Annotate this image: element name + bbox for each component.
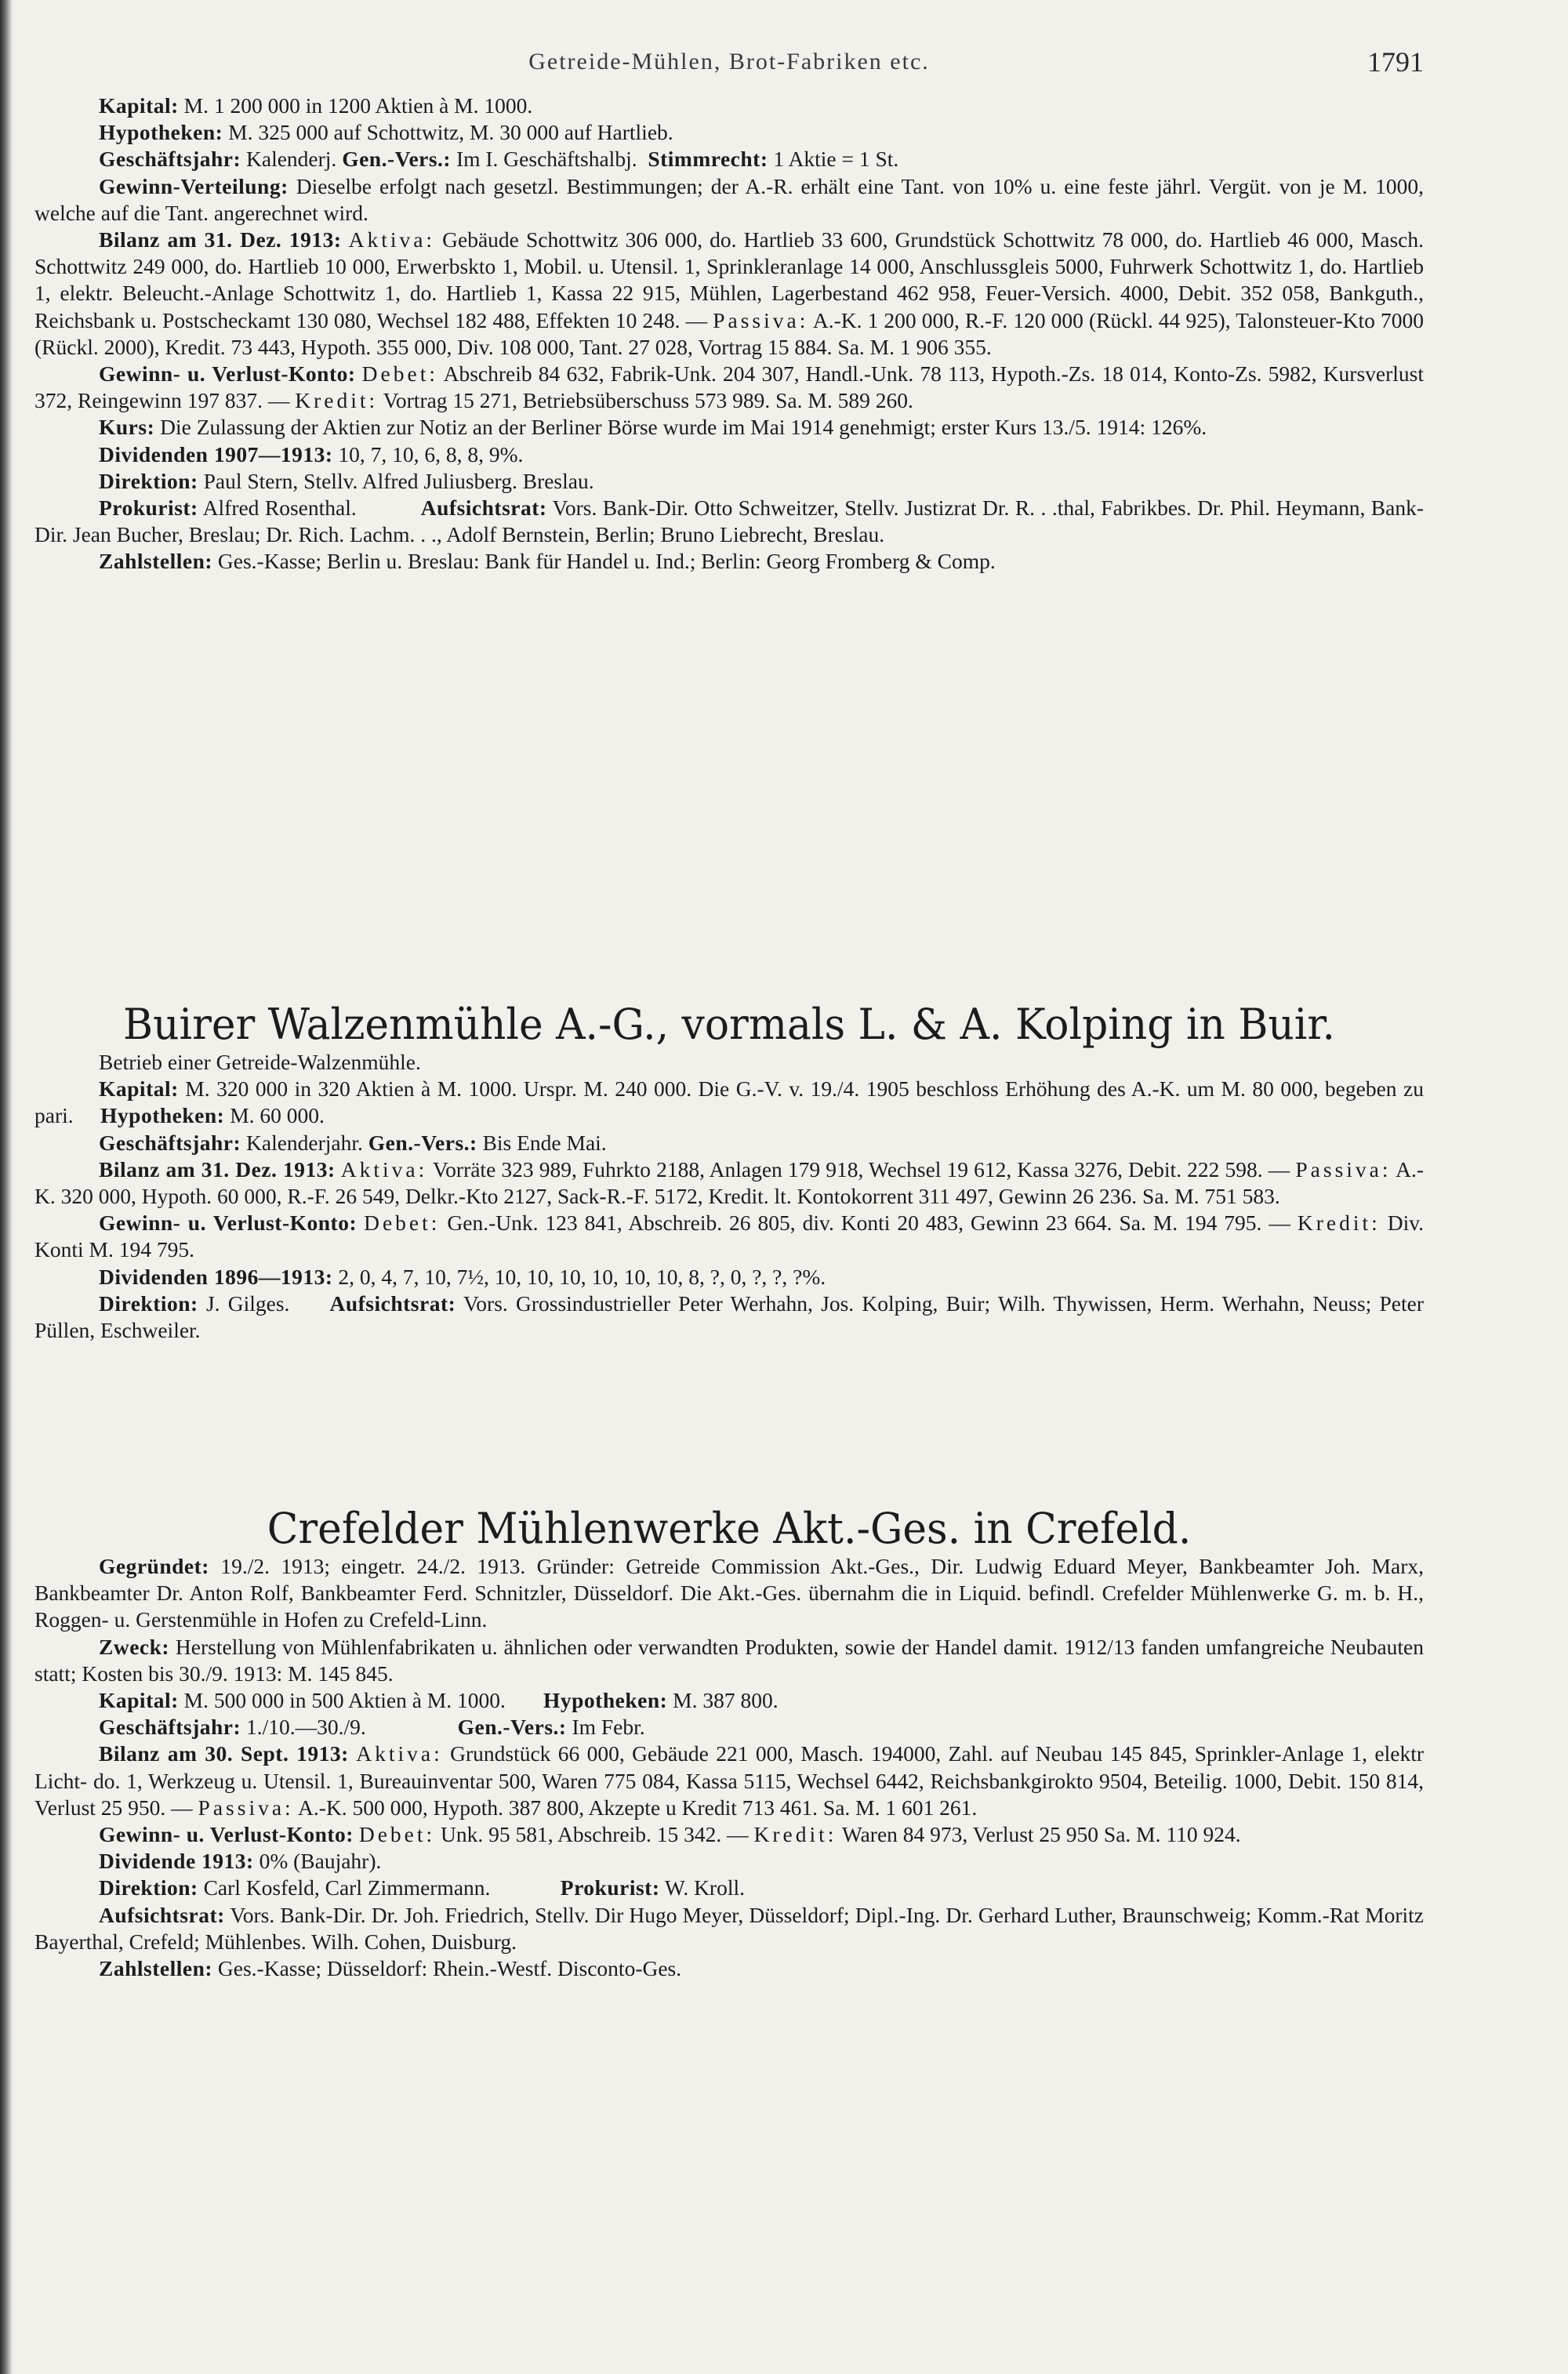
kurs-text: Die Zulassung der Aktien zur Notiz an der Berliner Börse wurde im Mai 1914 genehmigt; erster Kurs 13./5. 1914: 126%. bbox=[160, 415, 1207, 440]
passiva-label: Passiva: bbox=[1295, 1156, 1392, 1182]
hypotheken-text: M. 325 000 auf Schottwitz, M. 30 000 auf Hartlieb. bbox=[228, 120, 673, 145]
prokurist-aufsichtsrat-paragraph bbox=[34, 495, 1424, 548]
stimmrecht-label: Stimmrecht: bbox=[648, 147, 768, 172]
zahlstellen-text: Ges.-Kasse; Berlin u. Breslau: Bank für Handel u. Ind.; Berlin: Georg Fromberg & Comp. bbox=[217, 549, 996, 574]
guv-kredit-text: Div. Konti M. 194 795. bbox=[34, 1211, 1425, 1262]
aufsichtsrat-label: Aufsichtsrat: bbox=[420, 495, 547, 521]
bilanz-label: Bilanz am 31. Dez. 1913: bbox=[99, 227, 342, 252]
gj-label: Geschäftsjahr: bbox=[99, 147, 241, 172]
gj-label: Geschäftsjahr: bbox=[99, 1130, 241, 1155]
passiva-label: Passiva: bbox=[198, 1795, 294, 1820]
guv-label: Gewinn- u. Verlust-Konto: bbox=[99, 1822, 354, 1847]
zahlstellen-label: Zahlstellen: bbox=[99, 549, 213, 574]
gegruendet-paragraph bbox=[34, 1553, 1424, 1634]
kapital-paragraph bbox=[34, 1076, 1424, 1129]
dividenden-text: 10, 7, 10, 6, 8, 8, 9%. bbox=[338, 441, 524, 466]
aufsichtsrat-label: Aufsichtsrat: bbox=[329, 1290, 456, 1316]
dividende-label: Dividende 1913: bbox=[99, 1849, 254, 1874]
entry-continued bbox=[34, 93, 1424, 575]
company-title: Crefelder Mühlenwerke Akt.-Ges. in Crefeld. bbox=[267, 1504, 1192, 1553]
bilanz-passiva-text: A.-K. 500 000, Hypoth. 387 800, Akzepte u Kredit 713 461. Sa. M. 1 601 261. bbox=[298, 1795, 978, 1820]
zweck-text: Herstellung von Mühlenfabrikaten u. ähnlichen oder verwandten Produkten, sowie der Handel damit. 1912/13 fanden umfangreiche Neubauten statt; Kosten bis 30./9. 1913: M. 145 845. bbox=[34, 1634, 1424, 1686]
hypotheken-text: M. 60 000. bbox=[230, 1103, 325, 1128]
bilanz-paragraph bbox=[34, 1156, 1424, 1210]
bilanz-paragraph bbox=[34, 227, 1424, 361]
hypotheken-label: Hypotheken: bbox=[100, 1103, 225, 1128]
guv-debet-text: Unk. 95 581, Abschreib. 15 342. — bbox=[441, 1822, 749, 1847]
gj-label: Geschäftsjahr: bbox=[99, 1715, 241, 1740]
stimmrecht-text: 1 Aktie = 1 St. bbox=[773, 147, 899, 172]
kapital-text: M. 500 000 in 500 Aktien à M. 1000. bbox=[183, 1688, 506, 1713]
aktiva-label: Aktiva: bbox=[356, 1741, 443, 1766]
kapital-label: Kapital: bbox=[99, 1076, 179, 1102]
zahlstellen-paragraph bbox=[34, 548, 1424, 575]
kapital-line bbox=[34, 93, 1424, 119]
aufsichtsrat-text: Vors. Bank-Dir. Otto Schweitzer, Stellv. Justizrat Dr. R. . .thal, Fabrikbes. Dr. Phil. Heymann, Bank-Dir. Jean Bucher, Breslau; Dr. Rich. Lachm. . ., Adolf Bernstein, Berlin; Bruno Liebrecht, Breslau. bbox=[34, 495, 1425, 547]
debet-label: Debet: bbox=[361, 361, 438, 387]
guv-kredit-text: Vortrag 15 271, Betriebsüberschuss 573 989. Sa. M. 589 260. bbox=[383, 388, 913, 413]
geschaeftsjahr-line bbox=[34, 1714, 1424, 1741]
kapital-line bbox=[34, 1687, 1424, 1714]
bilanz-aktiva-text: Vorräte 323 989, Fuhrkto 2188, Anlagen 179 918, Wechsel 19 612, Kassa 3276, Debit. 222 598. — bbox=[432, 1156, 1290, 1182]
hypotheken-line bbox=[34, 119, 1424, 146]
bilanz-passiva-text: A.-K. 320 000, Hypoth. 60 000, R.-F. 26 549, Delkr.-Kto 2127, Sack-R.-F. 5172, Kredit. lt. Kontokorrent 311 497, Gewinn 26 236. Sa. M. 751 583. bbox=[34, 1156, 1425, 1209]
debet-label: Debet: bbox=[358, 1822, 436, 1847]
direktion-prokurist-line bbox=[34, 1875, 1424, 1901]
prokurist-label: Prokurist: bbox=[99, 495, 198, 521]
kapital-label: Kapital: bbox=[99, 93, 179, 118]
dividenden-line bbox=[34, 441, 1424, 468]
gewinnverteilung-label: Gewinn-Verteilung: bbox=[99, 173, 289, 198]
dividenden-line bbox=[34, 1264, 1424, 1290]
aufsichtsrat-paragraph bbox=[34, 1902, 1424, 1955]
direktion-line bbox=[34, 468, 1424, 495]
gj-text: Kalenderj. bbox=[246, 147, 337, 172]
bilanz-paragraph bbox=[34, 1741, 1424, 1821]
intro-line: Betrieb einer Getreide-Walzenmühle. bbox=[99, 1050, 421, 1074]
dividende-line bbox=[34, 1848, 1424, 1875]
guv-paragraph bbox=[34, 361, 1424, 414]
bilanz-passiva-text: A.-K. 1 200 000, R.-F. 120 000 (Rückl. 44 925), Talonsteuer-Kto 7000 (Rückl. 2000), Kredit. 73 443, Hypoth. 355 000, Div. 108 000, Tant. 27 028, Vortrag 15 884. Sa. M. 1 906 355. bbox=[34, 307, 1424, 359]
prokurist-label: Prokurist: bbox=[560, 1875, 660, 1900]
hypotheken-label: Hypotheken: bbox=[99, 120, 223, 145]
guv-paragraph bbox=[34, 1821, 1424, 1848]
genvers-label: Gen.-Vers.: bbox=[457, 1715, 567, 1740]
guv-kredit-text: Waren 84 973, Verlust 25 950 Sa. M. 110 924. bbox=[841, 1822, 1241, 1847]
kapital-label: Kapital: bbox=[99, 1688, 179, 1713]
guv-label: Gewinn- u. Verlust-Konto: bbox=[99, 1211, 358, 1236]
gewinnverteilung-paragraph bbox=[34, 173, 1424, 227]
gegruendet-label: Gegründet: bbox=[99, 1554, 209, 1578]
gj-text: 1./10.—30./9. bbox=[246, 1715, 366, 1740]
prokurist-text: Alfred Rosenthal. bbox=[202, 495, 357, 521]
hypotheken-text: M. 387 800. bbox=[673, 1688, 779, 1713]
bilanz-aktiva-text: Gebäude Schottwitz 306 000, do. Hartlieb 33 600, Grundstück Schottwitz 78 000, do. Hartlieb 46 000, Masch. Schottwitz 249 000, do. Hartlieb 10 000, Erwerbskto 1, Mobil. u. Utensil. 1, Sprinkleranlage 14 000, Anschlussgleis 5000, Fuhrwerk Schottwitz 1, do. Hartlieb 1, elektr. Beleucht.-Anlage Schottwitz 1, do. Hartlieb 1, Kassa 22 915, Mühlen, Lagerbestand 462 958, Feuer-Versich. 4000, Debit. 352 058, Bankguth., Reichsbank u. Postscheckamt 130 080, Wechsel 182 488, Effekten 10 248. — bbox=[34, 227, 1425, 332]
aufsichtsrat-text: Vors. Bank-Dir. Dr. Joh. Friedrich, Stellv. Dir Hugo Meyer, Düsseldorf; Dipl.-Ing. Dr. Gerhard Luther, Braunschweig; Komm.-Rat Moritz Bayerthal, Crefeld; Mühlenbes. Wilh. Cohen, Duisburg. bbox=[34, 1902, 1424, 1954]
direktion-label: Direktion: bbox=[99, 1290, 198, 1316]
guv-debet-text: Abschreib 84 632, Fabrik-Unk. 204 307, Handl.-Unk. 78 113, Hypoth.-Zs. 18 014, Konto-Zs. 5982, Kursverlust 372, Reingewinn 197 837. — bbox=[34, 361, 1425, 413]
zahlstellen-label: Zahlstellen: bbox=[99, 1956, 213, 1981]
kurs-label: Kurs: bbox=[99, 415, 155, 440]
bilanz-aktiva-text: Grundstück 66 000, Gebäude 221 000, Masch. 194000, Zahl. auf Neubau 145 845, Sprinkler-Anlage 1, elektr Licht- do. 1, Werkzeug u. Utensil. 1, Bureauinventar 500, Waren 775 084, Kassa 5115, Wechsel 6442, Reichsbankgirokto 9504, Beteilig. 1000, Debit. 150 814, Verlust 25 950. — bbox=[34, 1741, 1425, 1820]
genvers-text: Im Febr. bbox=[572, 1715, 645, 1740]
guv-label: Gewinn- u. Verlust-Konto: bbox=[99, 361, 356, 387]
guv-debet-text: Gen.-Unk. 123 841, Abschreib. 26 805, div. Konti 20 483, Gewinn 23 664. Sa. M. 194 795. — bbox=[447, 1211, 1290, 1236]
genvers-text: Bis Ende Mai. bbox=[482, 1130, 607, 1155]
dividenden-label: Dividenden 1896—1913: bbox=[99, 1264, 333, 1289]
genvers-label: Gen.-Vers.: bbox=[368, 1130, 477, 1155]
gegruendet-text: 19./2. 1913; eingetr. 24./2. 1913. Gründer: Getreide Commission Akt.-Ges., Dir. Ludwig Eduard Meyer, Bankbeamter Joh. Marx, Bankbeamter Dr. Anton Rolf, Bankbeamter Ferd. Schnitzler, Düsseldorf. Die Akt.-Ges. übernahm die in Liquid. befindl. Crefelder Mühlenwerke G. m. b. H., Roggen- u. Gerstenmühle in Hofen zu Crefeld-Linn. bbox=[34, 1554, 1424, 1632]
guv-paragraph bbox=[34, 1210, 1424, 1263]
direktion-label: Direktion: bbox=[99, 1875, 198, 1900]
entry-buirer-walzenmuehle bbox=[34, 1000, 1424, 1344]
prokurist-text: W. Kroll. bbox=[664, 1875, 745, 1900]
aufsichtsrat-text: Vors. Grossindustrieller Peter Werhahn, Jos. Kolping, Buir; Wilh. Thywissen, Herm. Werhahn, Neuss; Peter Püllen, Eschweiler. bbox=[34, 1290, 1425, 1343]
bilanz-label: Bilanz am 30. Sept. 1913: bbox=[99, 1741, 349, 1766]
direktion-text: J. Gilges. bbox=[205, 1290, 290, 1316]
passiva-label: Passiva: bbox=[713, 307, 809, 332]
geschaeftsjahr-line bbox=[34, 1130, 1424, 1156]
aufsichtsrat-label: Aufsichtsrat: bbox=[99, 1902, 225, 1927]
kapital-text: M. 320 000 in 320 Aktien à M. 1000. Urspr. M. 240 000. Die G.-V. v. 19./4. 1905 beschloss Erhöhung des A.-K. um M. 80 000, begeben zu pari. bbox=[34, 1076, 1424, 1128]
dividenden-text: 2, 0, 4, 7, 10, 7½, 10, 10, 10, 10, 10, 10, 8, ?, 0, ?, ?, ?%. bbox=[338, 1264, 826, 1289]
running-head bbox=[34, 0, 1424, 78]
dividenden-label: Dividenden 1907—1913: bbox=[99, 441, 333, 466]
genvers-label: Gen.-Vers.: bbox=[342, 147, 452, 172]
kurs-paragraph bbox=[34, 414, 1424, 441]
direktion-label: Direktion: bbox=[99, 468, 198, 493]
company-title: Buirer Walzenmühle A.-G., vormals L. & A. Kolping in Buir. bbox=[123, 1000, 1335, 1049]
gewinnverteilung-text: Dieselbe erfolgt nach gesetzl. Bestimmungen; der A.-R. erhält eine Tant. von 10% u. eine feste jährl. Vergüt. von je M. 1000, welche auf die Tant. angerechnet wird. bbox=[34, 173, 1425, 225]
bilanz-label: Bilanz am 31. Dez. 1913: bbox=[99, 1156, 336, 1182]
gj-text: Kalenderjahr. bbox=[246, 1130, 363, 1155]
genvers-text: Im I. Geschäftshalbj. bbox=[456, 147, 637, 172]
kredit-label: Kredit: bbox=[753, 1822, 837, 1847]
dividende-text: 0% (Baujahr). bbox=[259, 1849, 382, 1874]
geschaeftsjahr-line bbox=[34, 146, 1424, 172]
kredit-label: Kredit: bbox=[295, 388, 379, 413]
aktiva-label: Aktiva: bbox=[348, 227, 436, 252]
zweck-paragraph bbox=[34, 1634, 1424, 1687]
kredit-label: Kredit: bbox=[1297, 1211, 1381, 1236]
zahlstellen-line bbox=[34, 1955, 1424, 1982]
page-content bbox=[34, 0, 1425, 1981]
zweck-label: Zweck: bbox=[99, 1634, 170, 1659]
direktion-text: Carl Kosfeld, Carl Zimmermann. bbox=[203, 1875, 491, 1900]
zahlstellen-text: Ges.-Kasse; Düsseldorf: Rhein.-Westf. Disconto-Ges. bbox=[217, 1956, 682, 1981]
direktion-text: Paul Stern, Stellv. Alfred Juliusberg. Breslau. bbox=[203, 468, 594, 493]
kapital-text: M. 1 200 000 in 1200 Aktien à M. 1000. bbox=[183, 93, 533, 118]
direktion-aufsichtsrat-paragraph bbox=[34, 1290, 1424, 1344]
running-title: Getreide-Mühlen, Brot-Fabriken etc. bbox=[528, 49, 930, 74]
debet-label: Debet: bbox=[364, 1211, 441, 1236]
hypotheken-label: Hypotheken: bbox=[543, 1688, 668, 1713]
entry-crefelder-muehlenwerke bbox=[34, 1504, 1424, 1982]
page-number: 1791 bbox=[1367, 46, 1424, 78]
aktiva-label: Aktiva: bbox=[340, 1156, 428, 1182]
page-binding-edge bbox=[0, 0, 13, 2374]
